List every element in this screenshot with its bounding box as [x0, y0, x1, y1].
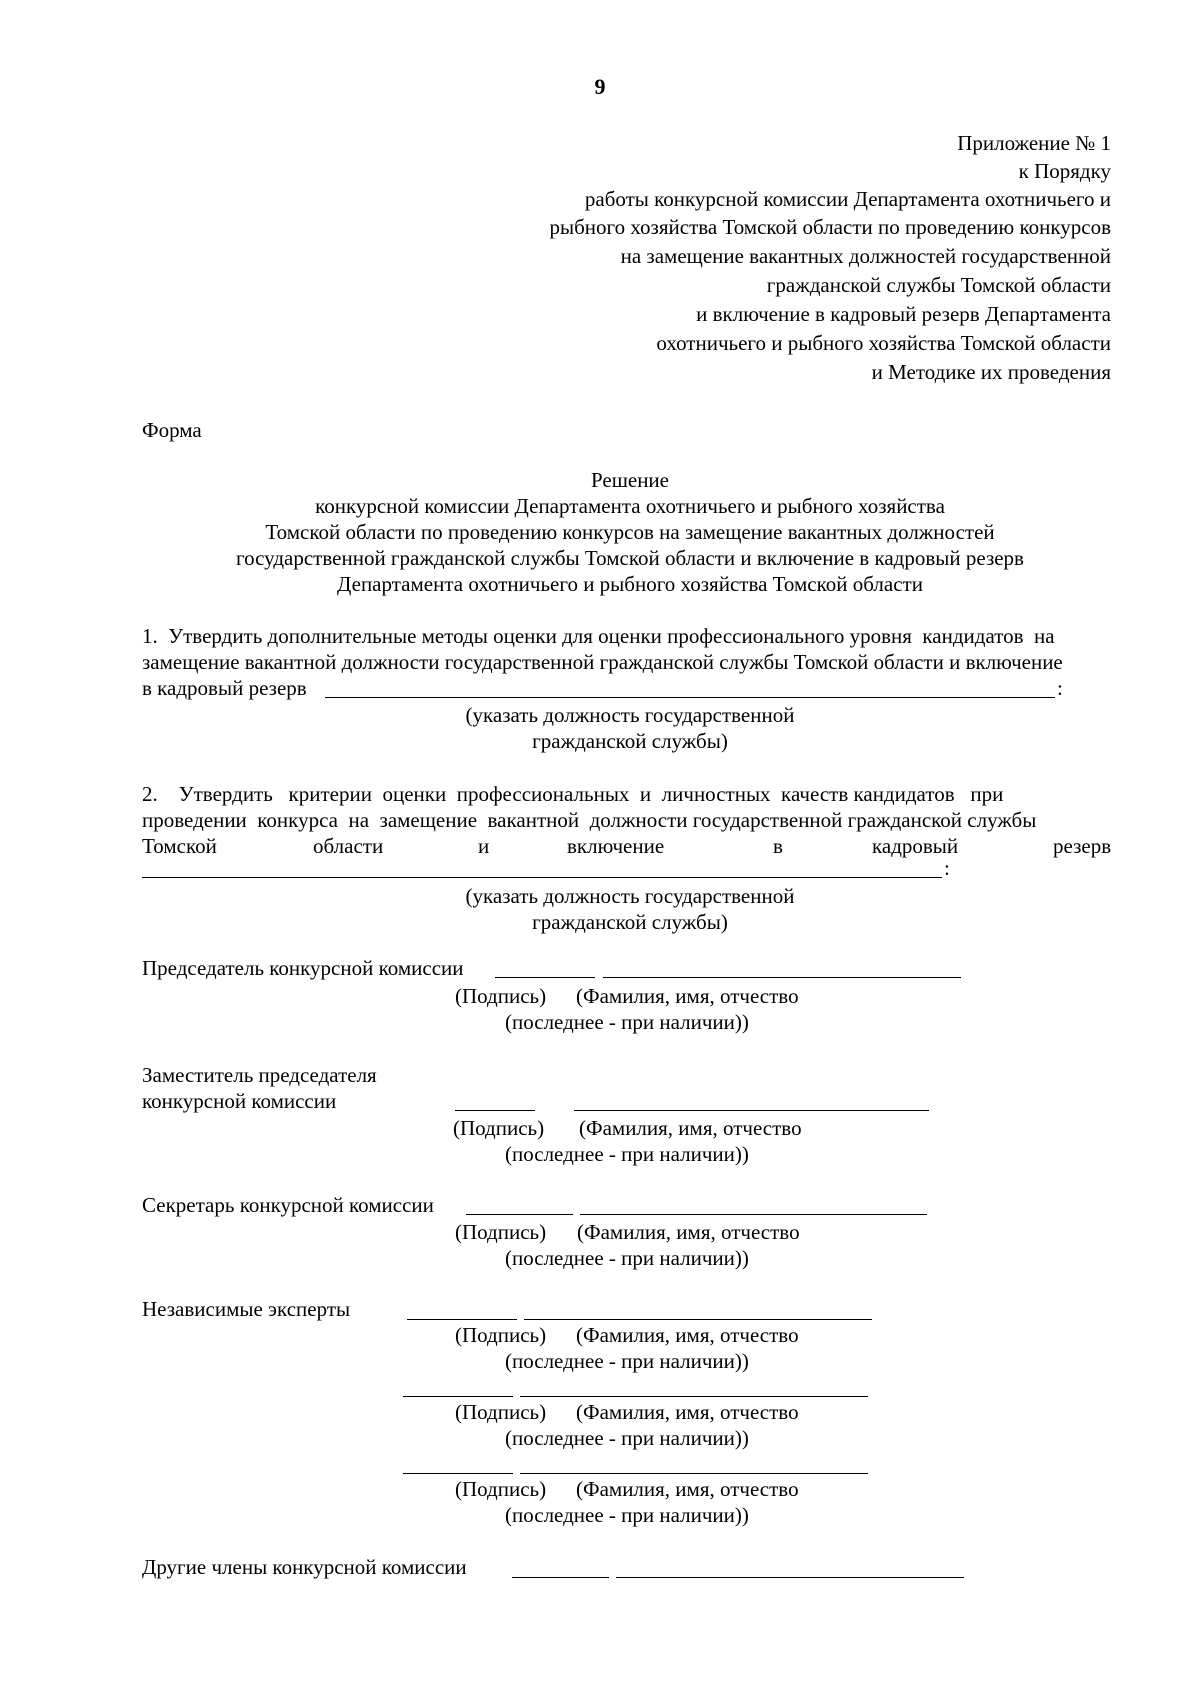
- caption-sign: (Подпись): [455, 1220, 547, 1244]
- item-1-line3: в кадровый резерв: [142, 676, 307, 700]
- name-blank[interactable]: [616, 1577, 964, 1578]
- item-2-line: 2. Утвердить критерии оценки профессиональных и личностных качеств кандидатов при: [142, 782, 1004, 806]
- caption-sign: (Подпись): [455, 984, 547, 1008]
- caption-name-2: (последнее - при наличии)): [505, 1426, 749, 1450]
- signature-blank[interactable]: [455, 1110, 535, 1111]
- form-label: Форма: [142, 418, 202, 442]
- position-hint: (указать должность государственной: [465, 703, 795, 727]
- secretary-label: Секретарь конкурсной комиссии: [142, 1193, 434, 1217]
- chairman-label: Председатель конкурсной комиссии: [142, 956, 464, 980]
- signature-blank[interactable]: [407, 1319, 517, 1320]
- position-hint: гражданской службы): [532, 729, 728, 753]
- caption-name-2: (последнее - при наличии)): [505, 1010, 749, 1034]
- appendix-line: на замещение вакантных должностей государственной: [620, 244, 1111, 268]
- caption-name: (Фамилия, имя, отчество: [577, 1220, 800, 1244]
- appendix-line: рыбного хозяйства Томской области по проведению конкурсов: [549, 215, 1111, 239]
- item-2-word: и: [478, 834, 490, 858]
- title-line: конкурсной комиссии Департамента охотничьего и рыбного хозяйства: [315, 494, 945, 518]
- caption-sign: (Подпись): [453, 1116, 545, 1140]
- name-blank[interactable]: [520, 1396, 868, 1397]
- caption-name-2: (последнее - при наличии)): [505, 1349, 749, 1373]
- name-blank[interactable]: [520, 1473, 868, 1474]
- colon: :: [1057, 676, 1063, 700]
- item-1-line: замещение вакантной должности государственной гражданской службы Томской области и включение: [142, 650, 1063, 674]
- appendix-line: Приложение № 1: [957, 131, 1111, 155]
- caption-sign: (Подпись): [455, 1323, 547, 1347]
- caption-name: (Фамилия, имя, отчество: [576, 1323, 799, 1347]
- item-1-line: 1. Утвердить дополнительные методы оценки для оценки профессионального уровня кандидатов на: [142, 624, 1055, 648]
- item-2-word: резерв: [1053, 834, 1112, 858]
- signature-blank[interactable]: [495, 977, 595, 978]
- position-hint: гражданской службы): [532, 910, 728, 934]
- appendix-line: гражданской службы Томской области: [766, 273, 1111, 297]
- caption-name: (Фамилия, имя, отчество: [576, 1477, 799, 1501]
- deputy-label: Заместитель председателя: [142, 1063, 377, 1087]
- position-hint: (указать должность государственной: [465, 884, 795, 908]
- title-line: Томской области по проведению конкурсов на замещение вакантных должностей: [265, 520, 995, 544]
- signature-blank[interactable]: [512, 1577, 609, 1578]
- deputy-label: конкурсной комиссии: [142, 1089, 337, 1113]
- item-2-word: в: [773, 834, 783, 858]
- others-label: Другие члены конкурсной комиссии: [142, 1555, 467, 1579]
- title-line: Департамента охотничьего и рыбного хозяйства Томской области: [337, 572, 923, 596]
- signature-blank[interactable]: [466, 1214, 573, 1215]
- caption-sign: (Подпись): [455, 1477, 547, 1501]
- appendix-line: работы конкурсной комиссии Департамента охотничьего и: [584, 187, 1111, 211]
- item-2-word: включение: [567, 834, 665, 858]
- appendix-line: к Порядку: [1018, 159, 1111, 183]
- position-blank-1[interactable]: [325, 697, 1055, 698]
- position-blank-2[interactable]: [142, 877, 942, 878]
- name-blank[interactable]: [524, 1319, 872, 1320]
- signature-blank[interactable]: [403, 1473, 513, 1474]
- caption-name-2: (последнее - при наличии)): [505, 1142, 749, 1166]
- item-2-word: области: [313, 834, 384, 858]
- caption-name: (Фамилия, имя, отчество: [579, 1116, 802, 1140]
- page-number: 9: [594, 74, 606, 99]
- appendix-line: и включение в кадровый резерв Департамента: [696, 302, 1111, 326]
- caption-name-2: (последнее - при наличии)): [505, 1503, 749, 1527]
- name-blank[interactable]: [603, 977, 961, 978]
- caption-name: (Фамилия, имя, отчество: [576, 984, 799, 1008]
- colon: :: [944, 856, 950, 880]
- item-2-word: Томской: [142, 834, 217, 858]
- caption-sign: (Подпись): [455, 1400, 547, 1424]
- item-2-line: проведении конкурса на замещение вакантной должности государственной гражданской службы: [142, 808, 1037, 832]
- name-blank[interactable]: [574, 1110, 929, 1111]
- caption-name: (Фамилия, имя, отчество: [576, 1400, 799, 1424]
- experts-label: Независимые эксперты: [142, 1297, 351, 1321]
- name-blank[interactable]: [580, 1214, 927, 1215]
- caption-name-2: (последнее - при наличии)): [505, 1246, 749, 1270]
- item-2-word: кадровый: [872, 834, 959, 858]
- title-heading: Решение: [590, 468, 669, 492]
- title-line: государственной гражданской службы Томской области и включение в кадровый резерв: [236, 546, 1024, 570]
- appendix-line: и Методике их проведения: [871, 360, 1111, 384]
- appendix-line: охотничьего и рыбного хозяйства Томской области: [656, 331, 1111, 355]
- signature-blank[interactable]: [403, 1396, 513, 1397]
